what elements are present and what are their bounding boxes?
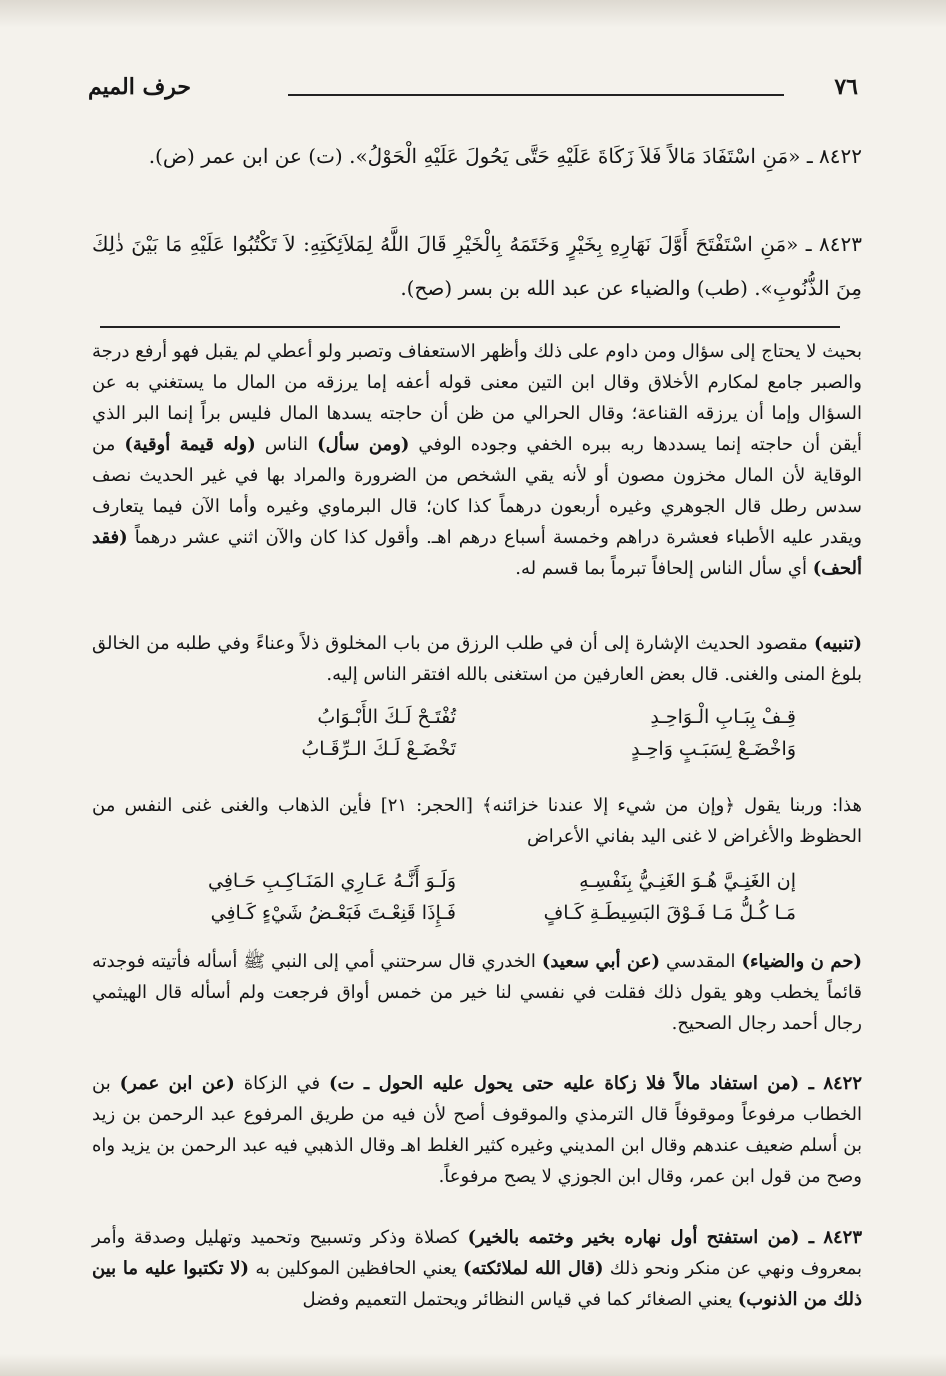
- commentary-8422: [92, 1068, 862, 1192]
- lemma: (حم ن والضياء): [741, 951, 862, 972]
- lemma: (عن ابن عمر): [119, 1073, 235, 1094]
- text: مقصود الحديث الإشارة إلى أن في طلب الرزق من باب المخلوق ذلاً وعناءً وفي طلبه من الخالق بلوغ المنى والغنى. قال بعض العارفين من استغنى بالله افتقر الناس إليه.: [92, 633, 862, 685]
- scan-edge-bottom: [0, 1354, 946, 1376]
- hemistich: إن الغَنِـيَّ هُـوَ الغَنِـيُّ بِنَفْسِـهِ: [579, 870, 796, 892]
- text: في الزكاة: [234, 1073, 330, 1094]
- commentary-paragraph-1: [92, 336, 862, 584]
- text: من الوقاية لأن المال مخزون مصون أو لأنه يقي الشخص من الضرورة والمراد بها في غير الحديث نصف سدس رطل قال الجوهري وغيره أربعون درهماً كذا كان؛ قال البرماوي وغيره وأما الآن فيما يتعارف ويقدر عليه الأطباء فعشرة دراهم وخمسة أسباع درهم اهـ. وأقول كذا كان والآن اثني عشر درهماً: [92, 434, 862, 548]
- running-header: [88, 74, 858, 108]
- text: بن الخطاب مرفوعاً وموقوفاً قال الترمذي والموقوف أصح لأن فيه من طريق المرفوع عبد الرحمن بن زيد بن أسلم ضعيف عندهم وقال ابن المديني وغيره كثير الغلط اهـ وقال الذهبي فيه عبد الرحمن بن يزيد واه وصح من قول ابن عمر، وقال ابن الجوزي لا يصح مرفوعاً.: [92, 1073, 863, 1187]
- text: يعني الحافظين الموكلين به: [249, 1258, 463, 1279]
- lemma: (قال الله لملائكته): [463, 1258, 604, 1279]
- lemma: (وله قيمة أوقية): [124, 434, 256, 455]
- lemma: ٨٤٢٢ ـ (من استفاد مالاً فلا زكاة عليه حتى يحول عليه الحول ـ ت): [329, 1073, 862, 1094]
- lemma: ٨٤٢٣ ـ (من استفتح أول نهاره بخير وختمه بالخير): [467, 1227, 862, 1248]
- text: أي سأل الناس إلحافاً تبرماً بما قسم له.: [515, 558, 813, 579]
- poem-verse-1: [116, 706, 796, 770]
- hemistich: تَخْضَـعْ لَـكَ الـرِّقَـابُ: [301, 738, 456, 760]
- chapter-title: حرف الميم: [88, 74, 192, 100]
- hemistich: مَـا كُـلُّ مَـا فَـوْقَ البَسِيطَـةِ كَـافٍ: [543, 902, 796, 924]
- lemma: (لا تكتبوا عليه ما بين ذلك من الذنوب): [92, 1258, 862, 1310]
- text: يعني الصغائر كما في قياس النظائر ويحتمل التعميم وفضل: [302, 1289, 738, 1310]
- text: الناس: [255, 434, 318, 455]
- hemistich: وَاخْضَـعْ لِسَبَـبٍ وَاحِـدٍ: [631, 738, 796, 760]
- footnote-separator: [100, 326, 840, 328]
- hadith-8422: ٨٤٢٢ ـ «مَنِ اسْتَفَادَ مَالاً فَلاَ زَكَاةَ عَلَيْهِ حَتَّى يَحُولَ عَلَيْهِ الْحَوْلُ». (ت) عن ابن عمر (ض).: [148, 144, 862, 168]
- hemistich: قِـفْ بِبَـابِ الْـوَاحِـدِ: [650, 706, 796, 728]
- hemistich: فَـإِذَا قَنِعْـتَ فَبَعْـضُ شَيْءٍ كَـافِي: [210, 902, 456, 924]
- text: الخدري قال سرحتني أمي إلى النبي ﷺ أسأله فأتيته فوجدته قائماً يخطب وهو يقول ذلك فقلت في نفسي لنا خير من خمس أواق فرجعت ولم أسأله قال الهيثمي رجال أحمد رجال الصحيح.: [92, 951, 862, 1034]
- hadith-8423: ٨٤٢٣ ـ «مَنِ اسْتَفْتَحَ أَوَّلَ نَهَارِهِ بِخَيْرٍ وَخَتَمَهُ بِالْخَيْرِ قَالَ اللَّهُ لِمَلاَئِكَتِهِ: لاَ تَكْتُبُوا عَلَيْهِ مَا بَيْنَ ذٰلِكَ مِنَ الذُّنُوبِ». (طب) والضياء عن عبد الله بن بسر (صح).: [92, 232, 862, 300]
- hemistich: وَلَـوَ أَنَّـهُ عَـارِي المَنَـاكِـبِ حَـافِي: [208, 870, 456, 892]
- lemma: (ومن سأل): [317, 434, 410, 455]
- lemma: (فقد ألحف): [92, 527, 862, 579]
- text: بحيث لا يحتاج إلى سؤال ومن داوم على ذلك وأظهر الاستعفاف وتصبر ولو أعطي لم يقبل فهو أرفع درجة والصبر جامع لمكارم الأخلاق وقال ابن التين معنى قوله أعفه إما يرزقه من المال ما يستغني به عن السؤال وإما أن يرزقه القناعة؛ وقال الحرالي من ظن أن حاجته يسدها المال فليس براً إنما البر الذي أيقن أن حاجته إنما يسددها ربه ببره الخفي وجوده الوفي: [92, 341, 862, 455]
- commentary-paragraph-3: هذا: وربنا يقول ﴿وإن من شيء إلا عندنا خزائنه﴾ [الحجر: ٢١] فأين الذهاب والغنى غنى النفس من الحظوظ والأغراض لا غنى اليد بفاني الأعراض: [92, 795, 863, 847]
- commentary-paragraph-4: [92, 946, 862, 1039]
- page-number: ٧٦: [834, 74, 858, 100]
- lemma: (عن أبي سعيد): [541, 951, 660, 972]
- header-rule: [288, 94, 784, 96]
- commentary-8423: [92, 1222, 862, 1315]
- poem-verse-2: [116, 870, 796, 934]
- text: المقدسي: [659, 951, 742, 972]
- lemma: (تنبيه): [814, 633, 862, 654]
- text: كصلاة وذكر وتسبيح وتحميد وتهليل وصدقة وأمر بمعروف ونهي عن منكر ونحو ذلك: [92, 1227, 863, 1279]
- hemistich: تُفْتَـحْ لَـكَ الأَبْـوَابُ: [317, 706, 456, 728]
- commentary-paragraph-2: [92, 628, 862, 690]
- scan-edge-top: [0, 0, 946, 28]
